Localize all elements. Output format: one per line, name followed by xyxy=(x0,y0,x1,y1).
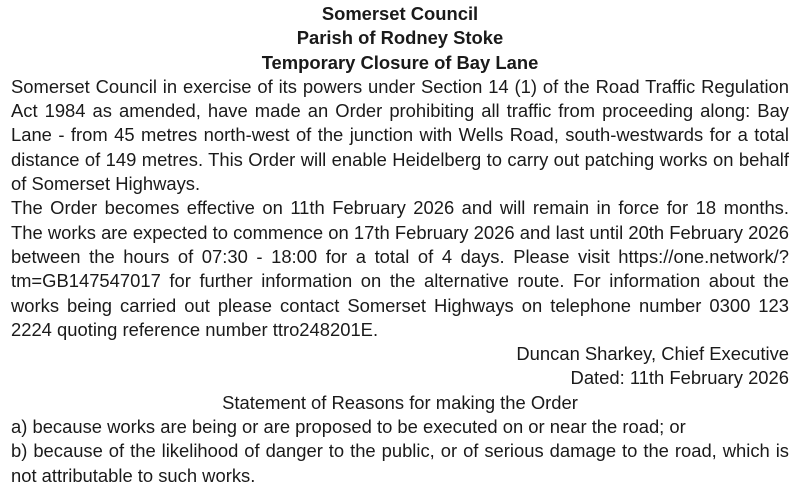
council-name: Somerset Council xyxy=(321,3,479,24)
effective-paragraph: The Order becomes effective on 11th February 2026 and will remain in force for 18 months. The works are expected to commence on 17th February 2026 and last until 20th February 2026 between the hours of 07:30 - 18:00 for a total of 4 days. Please visit https://one.network/?tm=GB147547017 for further information on the alternative route. For information about the works being carried out please contact Somerset Highways on telephone number 0300 123 2224 quoting reference number ttro248201E. xyxy=(11,197,789,340)
signatory: Duncan Sharkey, Chief Executive xyxy=(516,343,789,365)
dated-line: Dated: 11th February 2026 xyxy=(570,367,789,389)
notice-title: Temporary Closure of Bay Lane xyxy=(261,51,539,73)
reasons-heading: Statement of Reasons for making the Order xyxy=(222,391,578,413)
reason-item: b) because of the likelihood of danger to the public, or of serious damage to the road, which is not attributable to such works. xyxy=(11,440,789,486)
parish-name: Parish of Rodney Stoke xyxy=(296,27,504,49)
reason-item: a) because works are being or are proposed to be executed on or near the road; or xyxy=(11,416,686,438)
order-paragraph: Somerset Council in exercise of its powers under Section 14 (1) of the Road Traffic Regulation Act 1984 as amended, have made an Order prohibiting all traffic from proceeding along: Bay Lane - from 45 metres north-west of the junction with Wells Road, south-westwards for a total distance of 149 metres. This Order will enable Heidelberg to carry out patching works on behalf of Somerset Highways. xyxy=(11,75,789,195)
